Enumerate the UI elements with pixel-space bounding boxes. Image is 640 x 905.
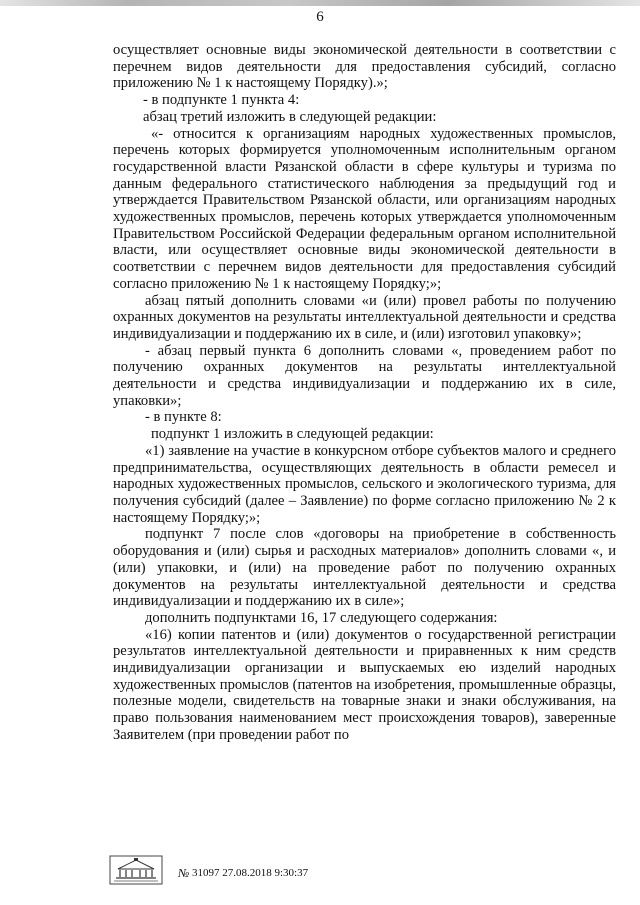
paragraph-6: - абзац первый пункта 6 дополнить словами «, проведением работ по получению охранных документов на результаты интеллектуальной деятельности и средства индивидуализации и поддержанию их в силе, упаковки»; (113, 342, 616, 409)
registration-number-sign: № (178, 866, 190, 880)
page-number: 6 (316, 9, 324, 25)
government-building-logo-icon (108, 855, 164, 885)
paragraph-9: «1) заявление на участие в конкурсном отборе субъектов малого и среднего предпринимательства, осуществляющих деятельность в области ремесел и народных художественных промыслов, сельского и экологического туризма, для получения субсидий (далее – Заявление) по форме согласно приложению № 2 к настоящему Порядку;»; (113, 442, 616, 526)
paragraph-10: подпункт 7 после слов «договоры на приобретение в собственность оборудования и (или) сырья и расходных материалов» дополнить словами «, и (или) упаковки, и (или) на проведение работ по получению охранных документов на результаты интеллектуальной деятельности и средства индивидуализации и поддержанию их в силе»; (113, 526, 616, 610)
paragraph-5: абзац пятый дополнить словами «и (или) провел работы по получению охранных документов на результаты интеллектуальной деятельности и средства индивидуализации и поддержанию их в силе, и (или) изготовил упаковку»; (113, 292, 616, 342)
paragraph-1: осуществляет основные виды экономической деятельности в соответствии с перечнем видов деятельности для предоставления субсидий, согласно приложению № 1 к настоящему Порядку).»; (113, 42, 616, 92)
paragraph-2: - в подпункте 1 пункта 4: (143, 92, 300, 109)
paragraph-7: - в пункте 8: (145, 409, 222, 426)
document-body (113, 42, 616, 744)
paragraph-11: дополнить подпунктами 16, 17 следующего содержания: (145, 609, 498, 626)
paragraph-3: абзац третий изложить в следующей редакции: (143, 108, 437, 125)
registration-footer (108, 855, 438, 889)
paragraph-12: «16) копии патентов и (или) документов о государственной регистрации результатов интеллектуальной деятельности и приравненных к ним средств индивидуализации организации и выпускаемых ею изделий народных художественных промыслов (патентов на изобретения, промышленные образцы, полезные модели, свидетельств на товарные знаки и знаки обслуживания, на право пользования наименованием мест происхождения товаров), заверенные Заявителем (при проведении работ по (113, 626, 616, 743)
scan-edge-artifact (0, 0, 640, 6)
paragraph-8: подпункт 1 изложить в следующей редакции: (151, 426, 434, 443)
registration-stamp-text: 31097 27.08.2018 9:30:37 (192, 867, 309, 879)
paragraph-4: «- относится к организациям народных художественных промыслов, перечень которых формируется уполномоченным исполнительным органом государственной власти Рязанской области в сфере культуры и туризма по данным федерального статистического наблюдения за предыдущий год и утверждается Правительством Рязанской области, или организациям народных художественных промыслов, перечень которых утверждается уполномоченным Правительством Российской Федерации федеральным органом исполнительной власти, или осуществляет основные виды экономической деятельности в соответствии с перечнем видов деятельности для предоставления субсидий согласно приложению № 1 к настоящему Порядку;»; (113, 125, 616, 292)
